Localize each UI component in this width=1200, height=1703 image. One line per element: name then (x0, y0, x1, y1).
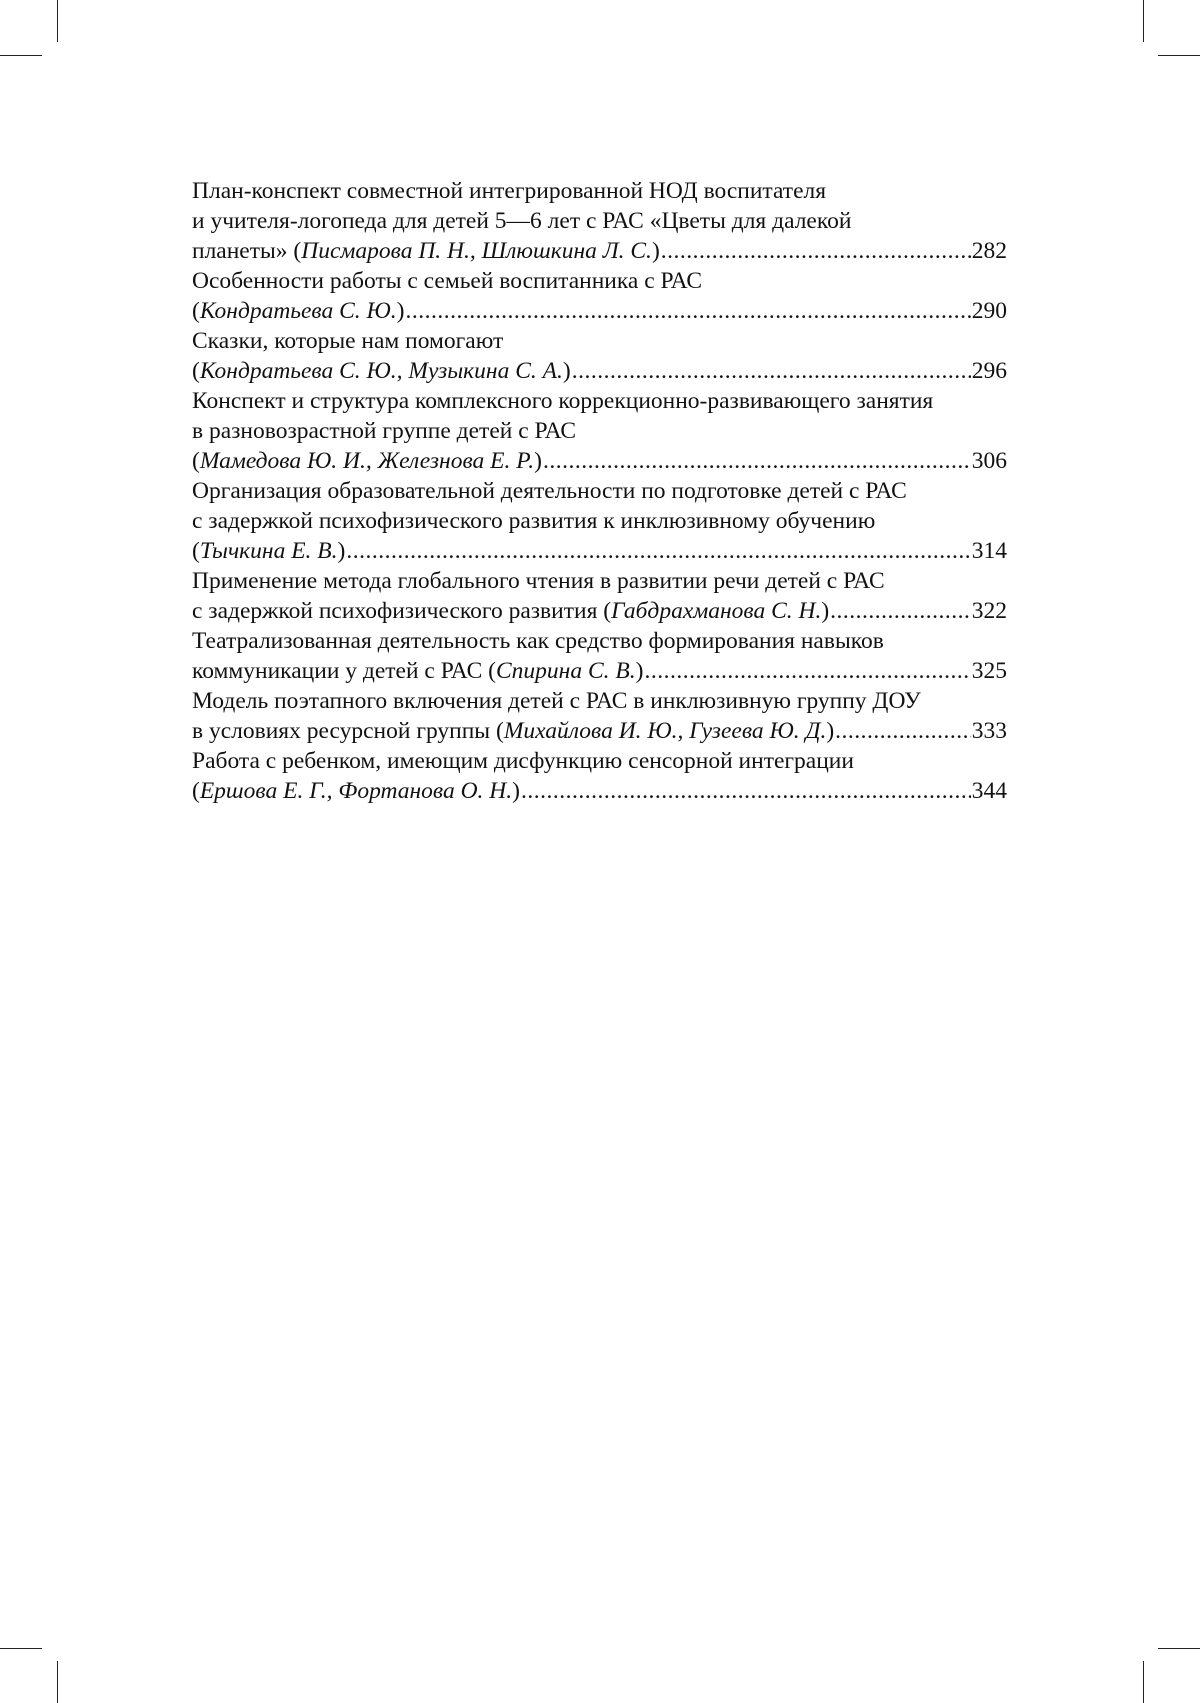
toc-entry-authors: Ершова Е. Г., Фортанова О. Н. (199, 778, 513, 804)
toc-entry-text-before-authors: планеты» ( (192, 238, 302, 264)
toc-entry-last-line (192, 296, 1007, 326)
toc-entry-text-before-authors: ( (192, 298, 200, 324)
toc-entry-text-before-authors: ( (192, 358, 200, 384)
toc-entry[interactable] (192, 476, 1007, 566)
toc-entry-text-after-authors: ) (821, 598, 830, 624)
toc-leader-dots (521, 776, 971, 806)
toc-entry-text-after-authors: ) (512, 778, 520, 804)
toc-entry-text-after-authors: ) (396, 298, 405, 324)
toc-entry-text-before-authors: коммуникации у детей с РАС ( (192, 658, 496, 684)
toc-entry-text-after-authors: ) (826, 718, 835, 744)
crop-mark-top-left-horizontal (0, 55, 42, 56)
crop-mark-top-right-horizontal (1158, 55, 1200, 56)
toc-entry[interactable] (192, 176, 1007, 266)
toc-entry-text-after-authors: ) (651, 238, 660, 264)
toc-entry-authors: Тычкина Е. В. (199, 538, 338, 564)
toc-entry-text-after-authors: ) (337, 538, 346, 564)
toc-entry-text-before-authors: в условиях ресурсной группы ( (192, 718, 504, 744)
crop-mark-bottom-left-vertical (57, 1661, 58, 1703)
toc-entry[interactable] (192, 746, 1007, 806)
toc-entry-last-line (192, 446, 1007, 476)
toc-entry-last-text (192, 236, 660, 266)
toc-entry-text-before-authors: ( (192, 778, 200, 804)
toc-entry[interactable] (192, 566, 1007, 626)
toc-leader-dots (835, 716, 971, 746)
toc-entry-last-line (192, 356, 1007, 386)
toc-entry-text-before-authors: ( (192, 448, 200, 474)
toc-leader-dots (644, 656, 970, 686)
crop-mark-top-left-vertical (57, 0, 58, 42)
toc-entry[interactable] (192, 686, 1007, 746)
toc-entry-title-line: с задержкой психофизического развития к инклюзивному обучению (192, 508, 876, 534)
toc-entry-last-text (192, 296, 404, 326)
crop-mark-bottom-right-vertical (1143, 1661, 1144, 1703)
toc-entry-last-line (192, 716, 1007, 746)
toc-leader-dots (830, 596, 971, 626)
toc-entry-authors: Спирина С. В. (495, 658, 636, 684)
toc-page-number[interactable]: 333 (971, 718, 1007, 744)
toc-page-number[interactable]: 325 (971, 658, 1007, 684)
toc-entry-text-before-authors: ( (192, 538, 200, 564)
toc-entry-last-line (192, 596, 1007, 626)
toc-entry-text-after-authors: ) (562, 358, 571, 384)
toc-entry[interactable] (192, 326, 1007, 386)
toc-entry-title-line: и учителя-логопеда для детей 5—6 лет с РАС «Цветы для далекой (192, 208, 852, 234)
toc-entry-last-text (192, 356, 571, 386)
toc-entry-title-line: Сказки, которые нам помогают (192, 328, 504, 354)
crop-mark-bottom-left-horizontal (0, 1648, 42, 1649)
toc-entry-title-line: Применение метода глобального чтения в развитии речи детей с РАС (192, 568, 885, 594)
toc-entry-authors: Кондратьева С. Ю., Музыкина С. А. (199, 358, 563, 384)
toc-entry[interactable] (192, 626, 1007, 686)
toc-entry-title-line: Театрализованная деятельность как средство формирования навыков (192, 628, 884, 654)
toc-leader-dots (405, 296, 970, 326)
toc-entry-authors: Писмарова П. Н., Шлюшкина Л. С. (301, 238, 652, 264)
toc-entry-last-text (192, 596, 829, 626)
toc-leader-dots (572, 356, 971, 386)
toc-entry-title-line: Конспект и структура комплексного коррекционно-развивающего занятия (192, 388, 934, 414)
crop-mark-top-right-vertical (1143, 0, 1144, 42)
toc-entry-last-text (192, 776, 520, 806)
toc-entry-title-line: в разновозрастной группе детей с РАС (192, 418, 577, 444)
toc-entry-title-line: Особенности работы с семьей воспитанника с РАС (192, 268, 703, 294)
toc-entry-title-line: Модель поэтапного включения детей с РАС в инклюзивную группу ДОУ (192, 688, 921, 714)
crop-mark-bottom-right-horizontal (1158, 1648, 1200, 1649)
toc-page-number[interactable]: 306 (971, 448, 1007, 474)
toc-entry-text-after-authors: ) (635, 658, 644, 684)
toc-entry[interactable] (192, 266, 1007, 326)
toc-leader-dots (543, 446, 971, 476)
toc-entry-authors: Кондратьева С. Ю. (199, 298, 397, 324)
toc-entry-title-line: Организация образовательной деятельности по подготовке детей с РАС (192, 478, 907, 504)
toc-entry-last-text (192, 536, 345, 566)
toc-page-number[interactable]: 314 (971, 538, 1007, 564)
toc-leader-dots (661, 236, 971, 266)
toc-page-number[interactable]: 290 (971, 298, 1007, 324)
toc-entry-last-text (192, 656, 643, 686)
toc-entry-authors: Михайлова И. Ю., Гузеева Ю. Д. (503, 718, 827, 744)
toc-entry-last-line (192, 776, 1007, 806)
toc-entry-title-line: План-конспект совместной интегрированной НОД воспитателя (192, 178, 827, 204)
toc-page-number[interactable]: 344 (971, 778, 1007, 804)
toc-entry-last-line (192, 656, 1007, 686)
toc-entry-text-before-authors: с задержкой психофизического развития ( (192, 598, 612, 624)
toc-entry-text-after-authors: ) (534, 448, 542, 474)
toc-entry-title-line: Работа с ребенком, имеющим дисфункцию сенсорной интеграции (192, 748, 854, 774)
toc-entry-authors: Габдрахманова С. Н. (611, 598, 822, 624)
table-of-contents (192, 176, 1007, 806)
toc-page-number[interactable]: 322 (971, 598, 1007, 624)
toc-entry-authors: Мамедова Ю. И., Железнова Е. Р. (199, 448, 535, 474)
toc-entry-last-line (192, 236, 1007, 266)
toc-entry-last-text (192, 446, 542, 476)
toc-page-number[interactable]: 296 (971, 358, 1007, 384)
toc-page-number[interactable]: 282 (971, 238, 1007, 264)
toc-entry-last-text (192, 716, 834, 746)
toc-entry-last-line (192, 536, 1007, 566)
toc-entry[interactable] (192, 386, 1007, 476)
toc-leader-dots (346, 536, 970, 566)
